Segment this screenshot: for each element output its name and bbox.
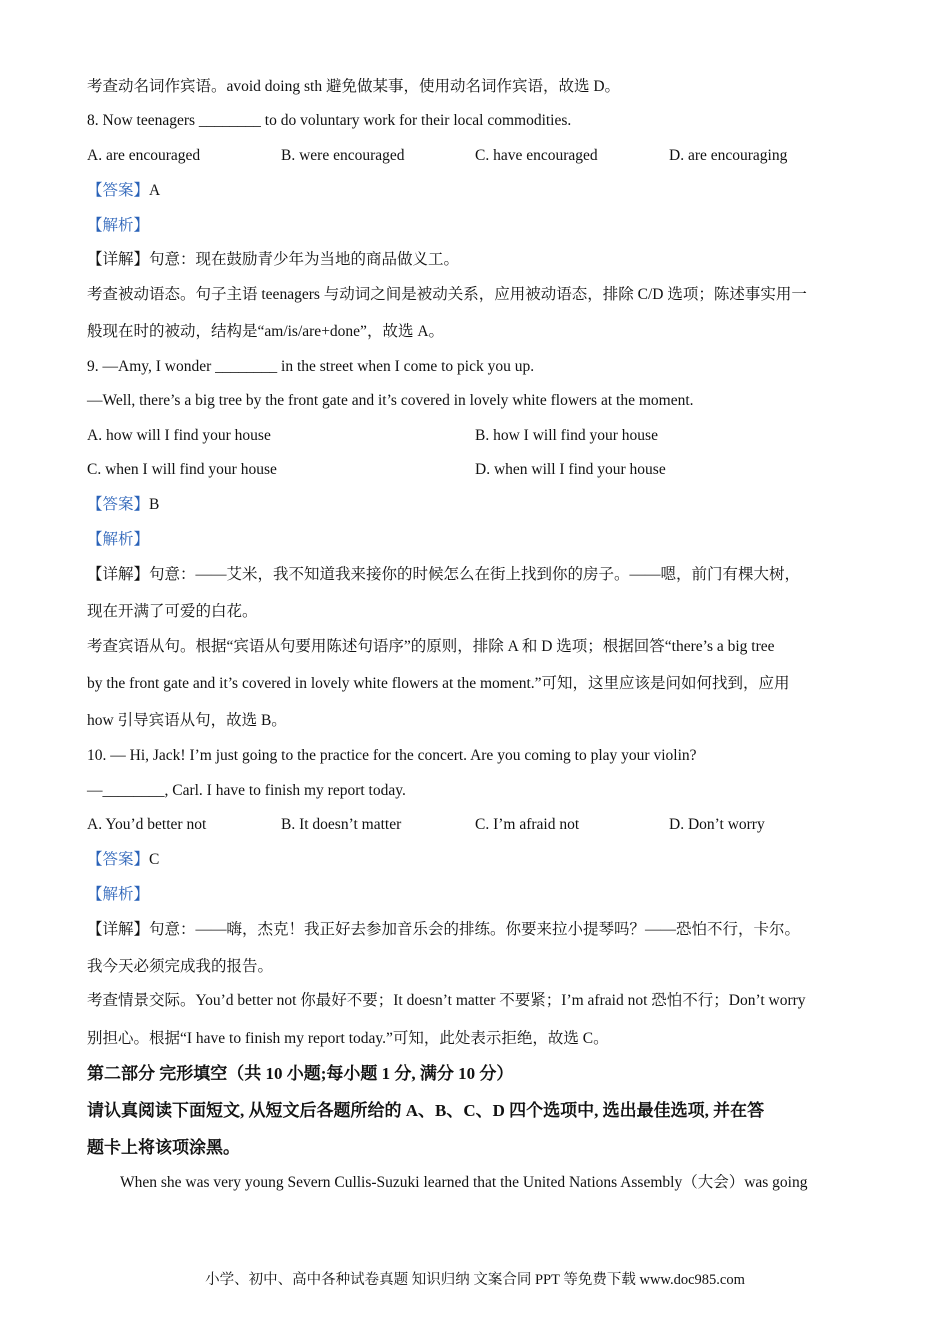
q9-detail-line-1 bbox=[87, 565, 800, 585]
q10-explain-1: 考查情景交际。You’d better not 你最好不要；It doesn’t matter 不要紧；I’m afraid not 恐怕不行；Don’t worry bbox=[87, 992, 806, 1009]
q9-detail-tag: 【详解】 bbox=[87, 566, 150, 583]
q8-stem: 8. Now teenagers ________ to do voluntary work for their local commodities. bbox=[87, 112, 572, 129]
q10-option-c: C. I’m afraid not bbox=[475, 816, 580, 833]
q10-option-b: B. It doesn’t matter bbox=[281, 816, 402, 833]
q10-option-d: D. Don’t worry bbox=[669, 816, 765, 833]
q9-option-b: B. how I will find your house bbox=[475, 427, 658, 444]
part2-heading: 第二部分 完形填空（共 10 小题;每小题 1 分, 满分 10 分） bbox=[87, 1064, 514, 1083]
q8-explain-1: 考查被动语态。句子主语 teenagers 与动词之间是被动关系，应用被动语态，排除 C/D 选项；陈述事实用一 bbox=[87, 286, 807, 303]
page-footer: 小学、初中、高中各种试卷真题 知识归纳 文案合同 PPT 等免费下载 www.doc985.com bbox=[205, 1272, 745, 1288]
q10-detail-line-1 bbox=[87, 920, 800, 940]
q8-option-a: A. are encouraged bbox=[87, 147, 201, 164]
q9-answer: B bbox=[149, 496, 160, 513]
q8-detail: 句意：现在鼓励青少年为当地的商品做义工。 bbox=[149, 251, 460, 268]
part2-passage-start: When she was very young Severn Cullis-Suzuki learned that the United Nations Assembly（大会）was going bbox=[120, 1174, 808, 1191]
q8-answer-tag: 【答案】 bbox=[87, 182, 150, 199]
q9-reply: —Well, there’s a big tree by the front gate and it’s covered in lovely white flowers at the moment. bbox=[87, 392, 694, 409]
q8-option-c: C. have encouraged bbox=[475, 147, 598, 164]
q10-analysis-tag: 【解析】 bbox=[87, 886, 150, 903]
q9-detail-line-2: 现在开满了可爱的白花。 bbox=[87, 603, 258, 620]
q10-detail-tag: 【详解】 bbox=[87, 921, 150, 938]
q10-answer-tag: 【答案】 bbox=[87, 851, 150, 868]
q8-option-d: D. are encouraging bbox=[669, 147, 788, 164]
q10-explain-2: 别担心。根据“I have to finish my report today.”可知，此处表示拒绝，故选 C。 bbox=[87, 1030, 609, 1047]
q9-option-a: A. how will I find your house bbox=[87, 427, 271, 444]
q8-detail-line bbox=[87, 250, 459, 270]
q9-answer-line bbox=[87, 495, 159, 515]
q9-analysis-tag: 【解析】 bbox=[87, 531, 150, 548]
q10-option-a: A. You’d better not bbox=[87, 816, 207, 833]
q10-detail-1: 句意：——嗨，杰克！我正好去参加音乐会的排练。你要来拉小提琴吗？——恐怕不行，卡尔。 bbox=[149, 921, 801, 938]
q9-answer-tag: 【答案】 bbox=[87, 496, 150, 513]
q9-option-c: C. when I will find your house bbox=[87, 461, 277, 478]
q9-explain-1: 考查宾语从句。根据“宾语从句要用陈述句语序”的原则，排除 A 和 D 选项；根据回答“there’s a big tree bbox=[87, 638, 775, 655]
q9-option-d: D. when will I find your house bbox=[475, 461, 666, 478]
q10-reply: —________, Carl. I have to finish my report today. bbox=[87, 782, 406, 799]
part2-instruction-2: 题卡上将该项涂黑。 bbox=[87, 1138, 240, 1157]
q8-analysis-tag: 【解析】 bbox=[87, 217, 150, 234]
q9-detail-1: 句意：——艾米，我不知道我来接你的时候怎么在街上找到你的房子。——嗯，前门有棵大树， bbox=[149, 566, 801, 583]
q8-answer: A bbox=[149, 182, 161, 199]
q8-answer-line bbox=[87, 181, 160, 201]
q10-detail-line-2: 我今天必须完成我的报告。 bbox=[87, 958, 274, 975]
part2-instruction-1: 请认真阅读下面短文, 从短文后各题所给的 A、B、C、D 四个选项中, 选出最佳选项, 并在答 bbox=[87, 1101, 765, 1120]
q10-stem: 10. — Hi, Jack! I’m just going to the practice for the concert. Are you coming to play your violin? bbox=[87, 747, 697, 764]
q8-option-b: B. were encouraged bbox=[281, 147, 405, 164]
intro-line: 考查动名词作宾语。avoid doing sth 避免做某事，使用动名词作宾语，故选 D。 bbox=[87, 78, 621, 95]
q9-stem: 9. —Amy, I wonder ________ in the street when I come to pick you up. bbox=[87, 358, 535, 375]
q9-explain-3: how 引导宾语从句，故选 B。 bbox=[87, 712, 287, 729]
q10-answer: C bbox=[149, 851, 160, 868]
q10-answer-line bbox=[87, 850, 159, 870]
q8-explain-2: 般现在时的被动，结构是“am/is/are+done”，故选 A。 bbox=[87, 323, 445, 340]
q8-detail-tag: 【详解】 bbox=[87, 251, 150, 268]
q9-explain-2: by the front gate and it’s covered in lovely white flowers at the moment.”可知，这里应该是问如何找到，应用 bbox=[87, 675, 790, 692]
